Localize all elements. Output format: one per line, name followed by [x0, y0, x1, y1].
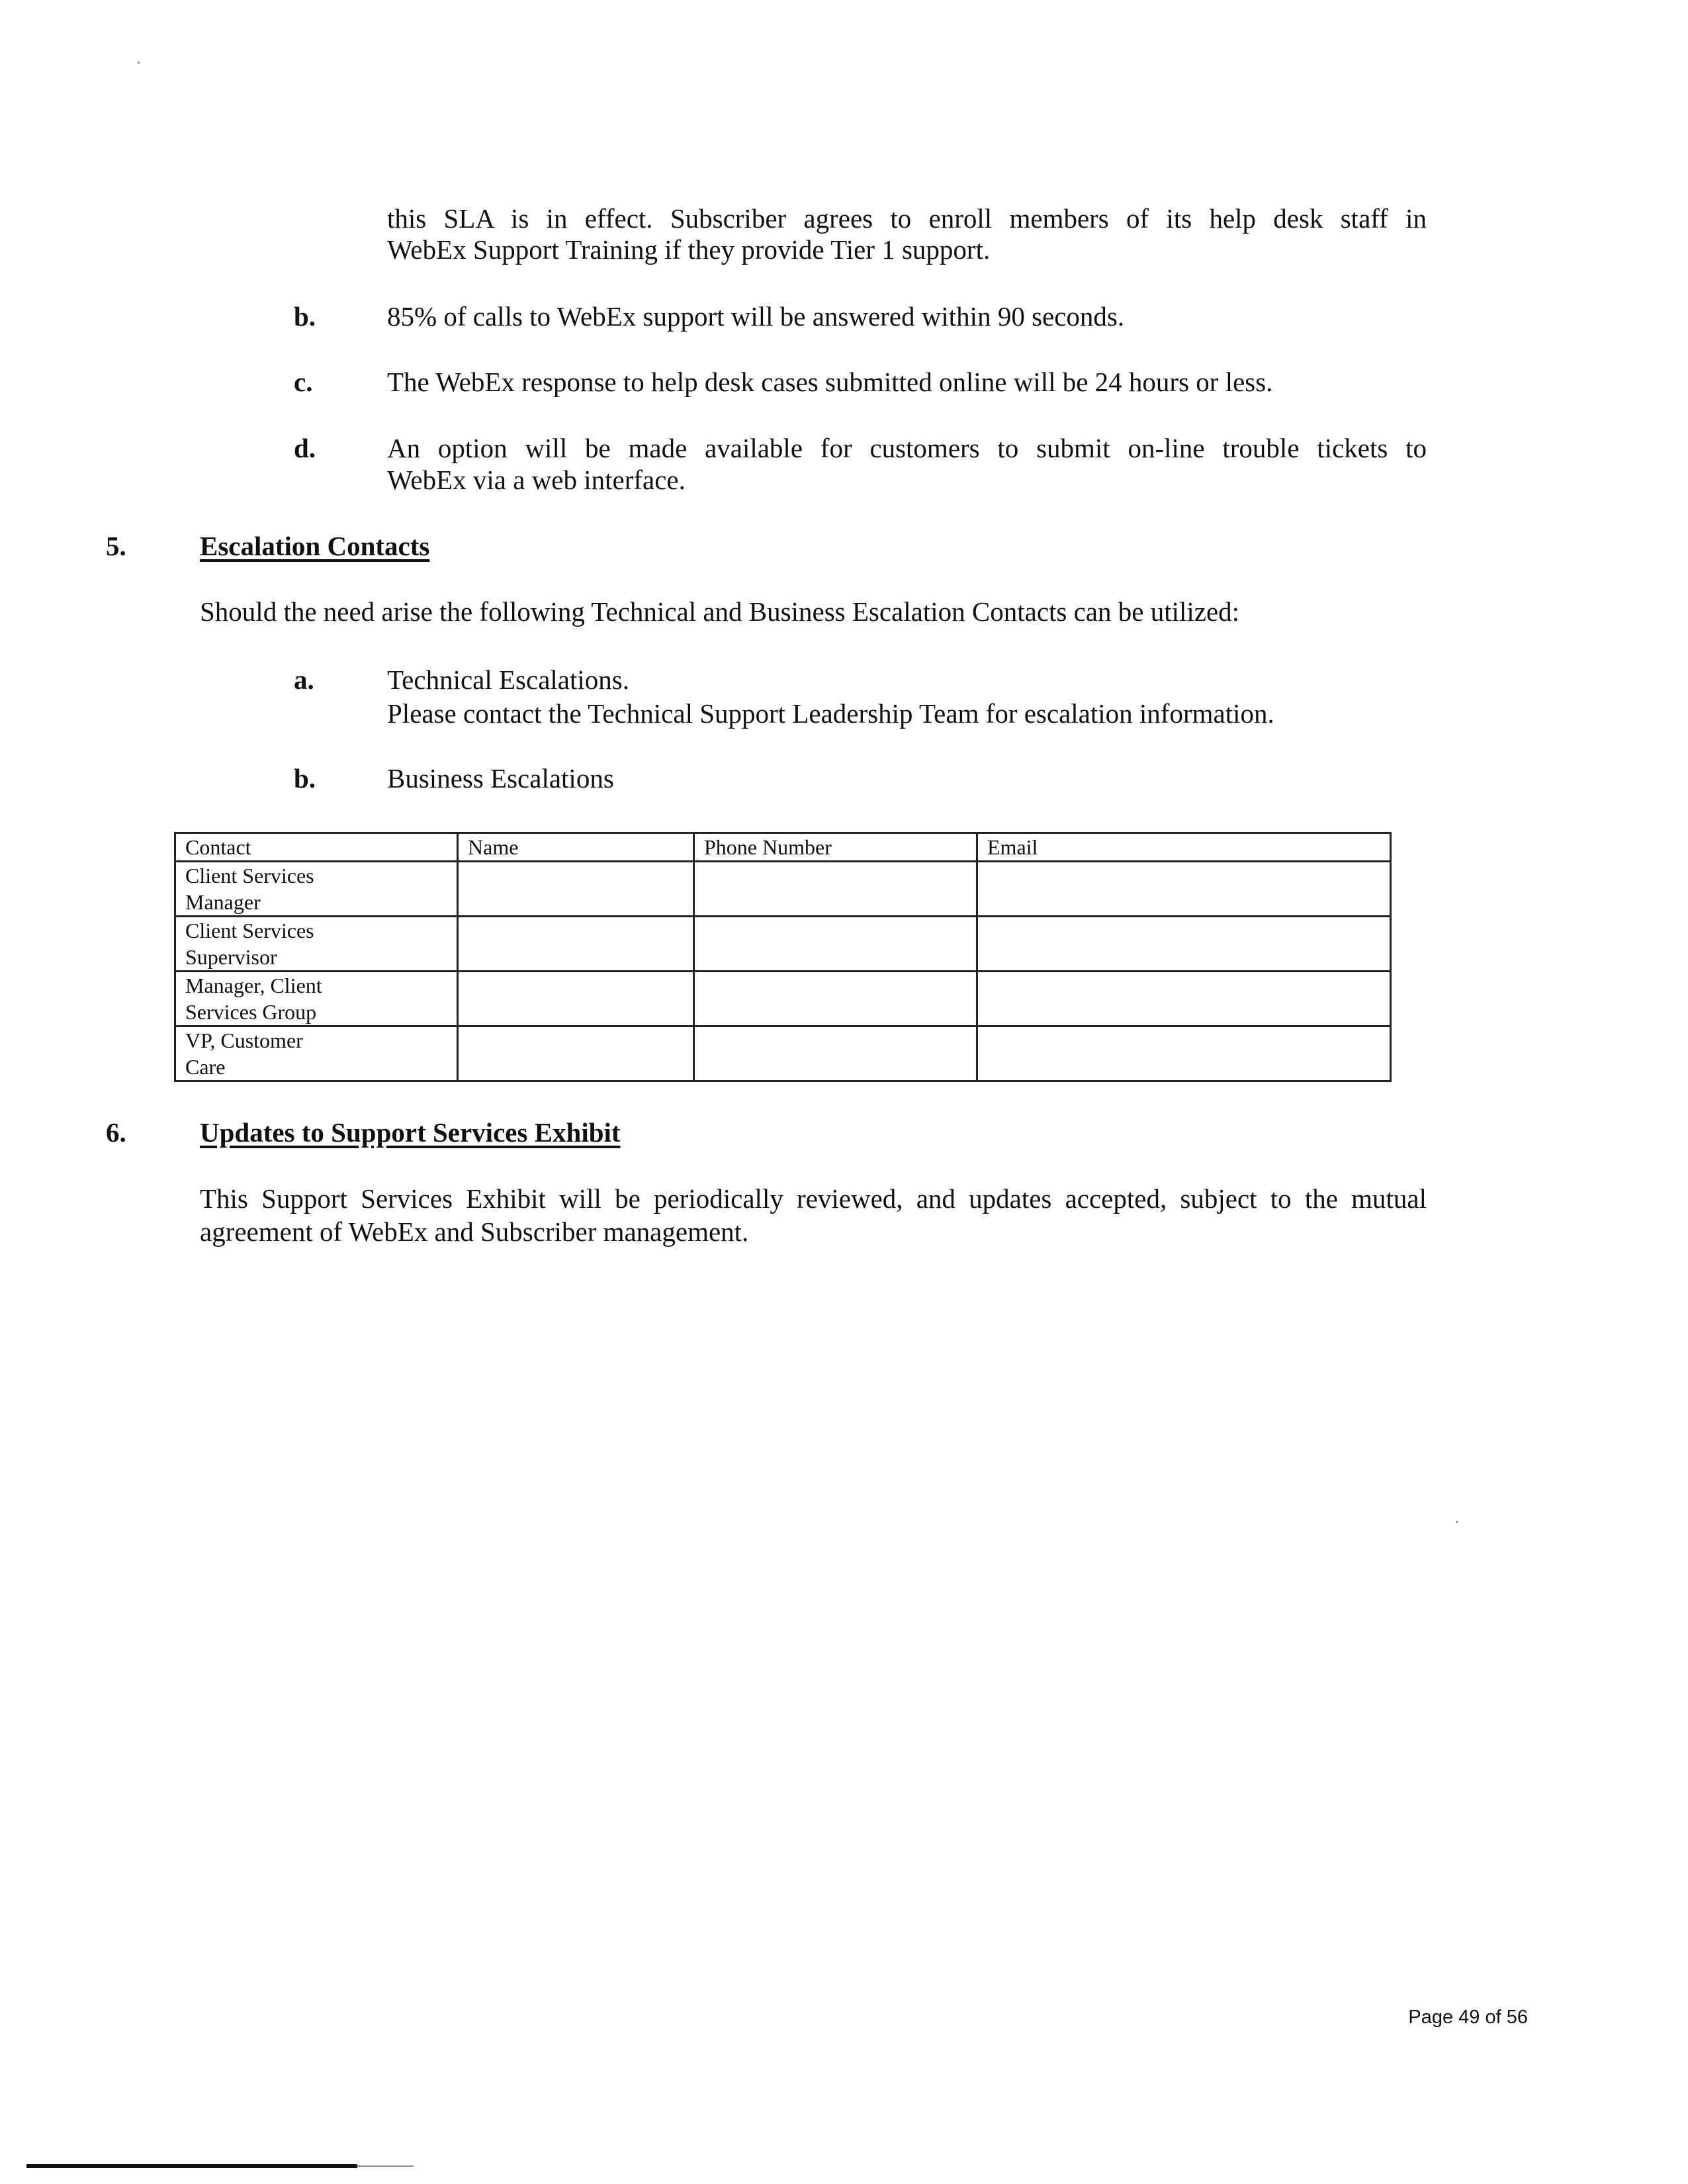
table-row — [175, 972, 1391, 1026]
sla-item-b-marker: b. — [294, 301, 316, 332]
section-5-intro: Should the need arise the following Technical and Business Escalation Contacts can be utilized: — [200, 596, 1240, 627]
technical-escalations-label: Technical Escalations. — [387, 664, 629, 695]
section-5-title: Escalation Contacts — [200, 531, 430, 561]
contact-line-2: Supervisor — [185, 945, 277, 969]
sla-item-c-marker: c. — [294, 367, 313, 397]
column-header-contact: Contact — [175, 833, 458, 862]
contact-line-2: Services Group — [185, 1000, 317, 1024]
scan-speck — [1456, 1521, 1458, 1523]
contact-cell — [175, 917, 458, 972]
business-escalation-table — [174, 832, 1392, 1082]
scan-speck — [138, 62, 140, 64]
section-5-number: 5. — [106, 531, 126, 561]
contact-line-1: Client Services — [185, 919, 314, 942]
sla-item-d-text-line-1: An option will be made available for customers to submit on-line trouble tickets to — [387, 433, 1427, 463]
email-cell — [977, 917, 1391, 972]
column-header-email: Email — [977, 833, 1391, 862]
sla-item-b-text: 85% of calls to WebEx support will be answered within 90 seconds. — [387, 301, 1125, 332]
contact-line-2: Care — [185, 1055, 226, 1079]
bottom-rule — [26, 2164, 357, 2168]
table-row — [175, 862, 1391, 917]
page-number: Page 49 of 56 — [1408, 2007, 1528, 2028]
section-6-title: Updates to Support Services Exhibit — [200, 1117, 621, 1148]
name-cell — [458, 917, 694, 972]
sla-item-d-marker: d. — [294, 433, 316, 463]
name-cell — [458, 1026, 694, 1081]
sla-item-c-text: The WebEx response to help desk cases submitted online will be 24 hours or less. — [387, 367, 1273, 397]
table-header-row — [175, 833, 1391, 862]
email-cell — [977, 862, 1391, 917]
name-cell — [458, 972, 694, 1026]
business-escalations-label: Business Escalations — [387, 763, 614, 794]
contact-line-2: Manager — [185, 890, 261, 914]
column-header-phone: Phone Number — [694, 833, 977, 862]
table-row — [175, 1026, 1391, 1081]
escalation-item-b-marker: b. — [294, 763, 316, 794]
contact-line-1: Client Services — [185, 864, 314, 887]
column-header-name: Name — [458, 833, 694, 862]
escalation-item-a-marker: a. — [294, 664, 314, 695]
name-cell — [458, 862, 694, 917]
email-cell — [977, 1026, 1391, 1081]
contact-cell — [175, 862, 458, 917]
phone-cell — [694, 972, 977, 1026]
phone-cell — [694, 862, 977, 917]
bottom-rule-faint — [357, 2165, 414, 2167]
sla-continuation-line-1: this SLA is in effect. Subscriber agrees to enroll members of its help desk staff in — [387, 203, 1427, 234]
contact-line-1: VP, Customer — [185, 1028, 303, 1052]
section-6-number: 6. — [106, 1117, 126, 1148]
technical-escalations-instruction: Please contact the Technical Support Leadership Team for escalation information. — [387, 698, 1274, 729]
contact-line-1: Manager, Client — [185, 974, 322, 997]
table-row — [175, 917, 1391, 972]
contact-cell — [175, 972, 458, 1026]
sla-continuation-line-2: WebEx Support Training if they provide Tier 1 support. — [387, 234, 991, 265]
contact-cell — [175, 1026, 458, 1081]
section-6-body-line-1: This Support Services Exhibit will be periodically reviewed, and updates accepted, subject to the mutual — [200, 1183, 1427, 1214]
section-6-body-line-2: agreement of WebEx and Subscriber management. — [200, 1216, 749, 1247]
phone-cell — [694, 917, 977, 972]
email-cell — [977, 972, 1391, 1026]
phone-cell — [694, 1026, 977, 1081]
sla-item-d-text-line-2: WebEx via a web interface. — [387, 465, 686, 495]
